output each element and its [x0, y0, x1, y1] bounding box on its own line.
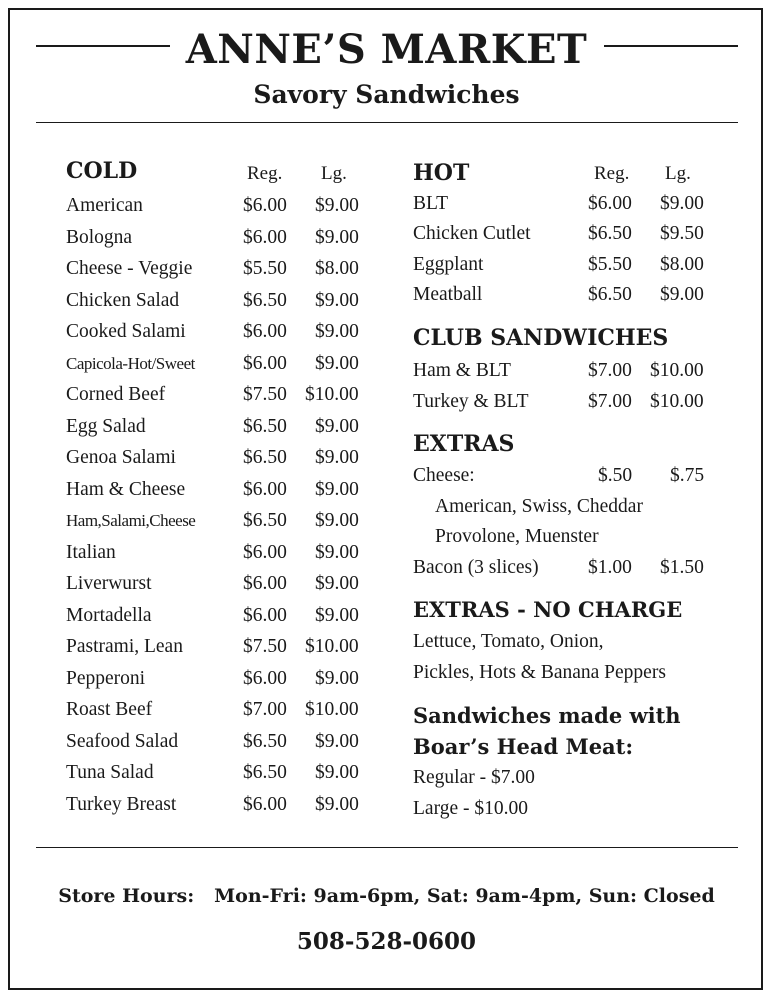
cold-item-name: Capicola-Hot/Sweet [66, 353, 195, 373]
hot-item-lg-price: $9.00 [660, 193, 704, 214]
cold-item-lg-price: $9.00 [315, 352, 359, 374]
cold-item-lg-price: $9.00 [315, 730, 359, 752]
cold-item-reg-price: $6.00 [243, 573, 287, 594]
boars-head-regular-price: Regular - $7.00 [413, 767, 535, 788]
extras-cheese-lg-price: $.75 [670, 465, 705, 486]
cold-item-name: Cheese - Veggie [66, 258, 193, 279]
cold-item-reg-price: $6.50 [243, 289, 287, 311]
header-divider [36, 122, 738, 123]
hot-item-reg-price: $6.50 [588, 283, 632, 305]
cold-item-lg-price: $9.00 [315, 321, 359, 342]
hot-item-name: BLT [413, 193, 449, 214]
cold-item-reg-price: $6.00 [243, 195, 287, 216]
boars-head-large-price: Large - $10.00 [413, 798, 528, 819]
extras-bacon-label: Bacon (3 slices) [413, 557, 539, 578]
hot-item-lg-price: $8.00 [660, 253, 704, 275]
hot-item-reg-price: $5.50 [588, 253, 632, 275]
cold-item-reg-price: $7.00 [243, 699, 287, 720]
cold-item-name: Genoa Salami [66, 447, 176, 468]
cold-item-reg-price: $7.50 [243, 636, 287, 657]
cold-item-lg-price: $9.00 [315, 289, 359, 311]
club-item-name: Turkey & BLT [413, 391, 529, 412]
extras-bacon-lg-price: $1.50 [660, 557, 704, 578]
cold-item-name: Pepperoni [66, 667, 146, 689]
cold-item-name: Corned Beef [66, 384, 166, 405]
cold-item-reg-price: $6.50 [243, 510, 287, 531]
cold-item-reg-price: $6.00 [243, 667, 287, 689]
extras-heading: EXTRAS [413, 431, 515, 457]
cold-item-lg-price: $9.00 [315, 226, 359, 248]
cold-item-name: Tuna Salad [66, 762, 154, 783]
extras-cheese-label: Cheese: [413, 465, 475, 486]
hot-item-name: Eggplant [413, 253, 484, 275]
hot-reg-label: Reg. [594, 163, 630, 184]
hot-item-name: Chicken Cutlet [413, 223, 531, 245]
cold-item-name: Turkey Breast [66, 793, 177, 815]
phone-number: 508-528-0600 [296, 928, 477, 955]
cold-item-lg-price: $8.00 [315, 258, 359, 279]
cold-item-lg-price: $10.00 [305, 699, 359, 720]
cold-item-lg-price: $9.00 [315, 604, 359, 626]
cold-item-lg-price: $9.00 [315, 762, 359, 783]
cold-reg-label: Reg. [247, 163, 283, 184]
cold-item-lg-price: $9.00 [315, 415, 359, 437]
hot-lg-label: Lg. [665, 163, 691, 184]
cold-item-lg-price: $9.00 [315, 667, 359, 689]
store-hours [0, 884, 773, 908]
cold-item-name: Seafood Salad [66, 730, 179, 752]
store-hours-value: Mon-Fri: 9am-6pm, Sat: 9am-4pm, Sun: Closed [214, 885, 715, 907]
cold-item-reg-price: $6.50 [243, 415, 287, 437]
cold-item-name: Roast Beef [66, 699, 153, 720]
hot-item-reg-price: $6.50 [588, 223, 632, 245]
cold-heading: COLD [66, 158, 138, 184]
cold-item-name: Pastrami, Lean [66, 636, 183, 657]
cold-item-reg-price: $5.50 [243, 258, 287, 279]
club-item-reg-price: $7.00 [588, 391, 632, 412]
club-item-name: Ham & BLT [413, 360, 511, 381]
cold-item-lg-price: $9.00 [315, 195, 359, 216]
club-item-lg-price: $10.00 [650, 391, 704, 412]
cold-item-name: Italian [66, 541, 116, 563]
boars-head-heading-line1: Sandwiches made with [413, 703, 681, 728]
hot-item-lg-price: $9.00 [660, 283, 704, 305]
extras-cheese-reg-price: $.50 [598, 465, 633, 486]
cold-item-lg-price: $9.00 [315, 793, 359, 815]
cold-item-reg-price: $6.00 [243, 541, 287, 563]
club-heading: CLUB SANDWICHES [413, 325, 669, 351]
cold-item-name: Ham & Cheese [66, 478, 186, 500]
extras-bacon-reg-price: $1.00 [588, 557, 632, 578]
cold-item-reg-price: $6.00 [243, 226, 287, 248]
cold-item-name: American [66, 195, 143, 216]
no-charge-line1: Lettuce, Tomato, Onion, [413, 631, 604, 652]
cold-item-name: Chicken Salad [66, 289, 180, 311]
cold-item-reg-price: $6.00 [243, 321, 287, 342]
store-hours-label: Store Hours: [58, 885, 195, 907]
no-charge-line2: Pickles, Hots & Banana Peppers [413, 662, 666, 683]
store-subtitle: Savory Sandwiches [253, 80, 520, 109]
cold-item-lg-price: $9.00 [315, 447, 359, 468]
hot-item-lg-price: $9.50 [660, 223, 704, 245]
hot-heading: HOT [413, 160, 470, 186]
club-item-reg-price: $7.00 [588, 360, 632, 381]
cold-item-name: Liverwurst [66, 573, 152, 594]
cold-item-name: Egg Salad [66, 415, 146, 437]
cold-item-name: Ham,Salami,Cheese [66, 511, 196, 530]
cheese-types-line2: Provolone, Muenster [435, 526, 599, 547]
cold-lg-label: Lg. [321, 163, 347, 184]
cold-item-reg-price: $6.50 [243, 762, 287, 783]
cold-item-name: Mortadella [66, 604, 152, 626]
cheese-types-line1: American, Swiss, Cheddar [435, 496, 643, 517]
cold-item-reg-price: $7.50 [243, 384, 287, 405]
boars-head-heading-line2: Boar’s Head Meat: [413, 734, 634, 759]
hot-item-name: Meatball [413, 283, 483, 305]
club-item-lg-price: $10.00 [650, 360, 704, 381]
cold-item-name: Cooked Salami [66, 321, 186, 342]
cold-item-reg-price: $6.50 [243, 447, 287, 468]
cold-item-lg-price: $10.00 [305, 636, 359, 657]
cold-item-reg-price: $6.00 [243, 604, 287, 626]
cold-item-lg-price: $9.00 [315, 510, 359, 531]
no-charge-heading: EXTRAS - NO CHARGE [413, 597, 683, 622]
cold-item-reg-price: $6.50 [243, 730, 287, 752]
hot-item-reg-price: $6.00 [588, 193, 632, 214]
cold-item-lg-price: $9.00 [315, 478, 359, 500]
cold-item-lg-price: $9.00 [315, 541, 359, 563]
cold-item-name: Bologna [66, 226, 133, 248]
cold-item-reg-price: $6.00 [243, 793, 287, 815]
footer-divider [36, 847, 738, 848]
cold-item-reg-price: $6.00 [243, 352, 287, 374]
cold-item-lg-price: $10.00 [305, 384, 359, 405]
store-title: ANNE’S MARKET [185, 26, 588, 73]
cold-item-reg-price: $6.00 [243, 478, 287, 500]
cold-item-lg-price: $9.00 [315, 573, 359, 594]
